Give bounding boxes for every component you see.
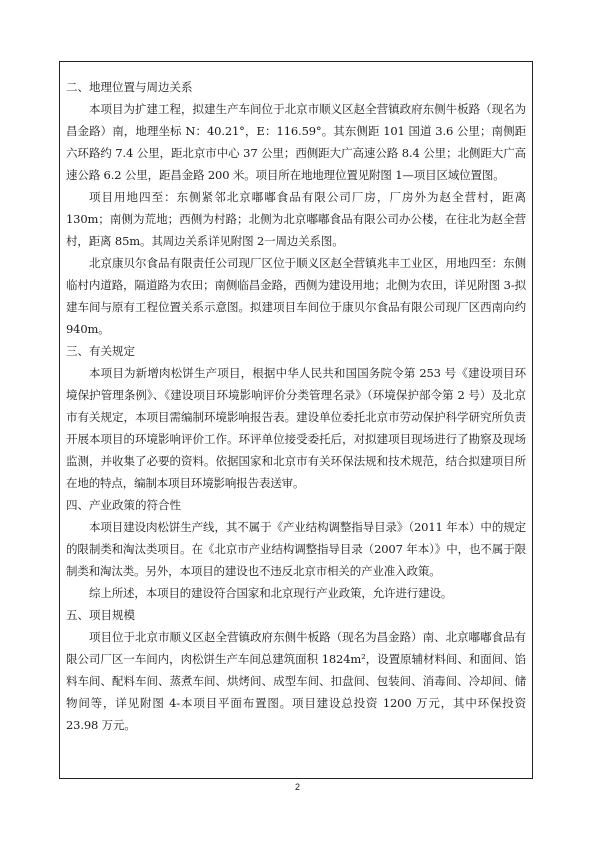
paragraph: 本项目建设肉松饼生产线，其不属于《产业结构调整指导目录》（2011 年本）中的规定的限制类和淘汰类项目。在《北京市产业结构调整指导目录（2007 年本）》中，也不属于限制类和淘汰类。另外，本项目的建设也不违反北京市相关的产业准入政策。 bbox=[66, 520, 526, 578]
paragraph: 本项目为扩建工程，拟建生产车间位于北京市顺义区赵全营镇政府东侧牛板路（现名为昌金路）南，地理坐标 N：40.21°，E：116.59°。其东侧距 101 国道 3.6 公里；南侧距六环路约 7.4 公里，距北京市中心 37 公里；西侧距大广高速公路 8.4 公里；北侧距大广高速公路 6.2 公里，距昌金路 200 米。项目所在地地理位置见附图 1—项目区域位置图。 bbox=[66, 102, 526, 182]
paragraph: 综上所述，本项目的建设符合国家和北京现行产业政策，允许进行建设。 bbox=[89, 586, 453, 600]
section-title-regulations: 三、有关规定 bbox=[66, 344, 135, 358]
content-frame bbox=[59, 61, 533, 779]
page-number: 2 bbox=[294, 782, 300, 792]
section-title-project-scale: 五、项目规模 bbox=[66, 608, 135, 622]
paragraph: 北京康贝尔食品有限责任公司现厂区位于顺义区赵全营镇兆丰工业区，用地四至：东侧临村内道路，隔道路为农田；南侧临昌金路，西侧为建设用地；北侧为农田，详见附图 3-拟建车间与原有工程位置关系示意图。拟建项目车间位于康贝尔食品有限公司现厂区西南向约 940m。 bbox=[66, 256, 526, 336]
paragraph: 本项目为新增肉松饼生产项目，根据中华人民共和国国务院令第 253 号《建设项目环境保护管理条例》、《建设项目环境影响评价分类管理名录》（环境保护部令第 2 号）及北京市有关规定，本项目需编制环境影响报告表。建设单位委托北京市劳动保护科学研究所负责开展本项目的环境影响评价工作。环评单位接受委托后，对拟建项目现场进行了勘察及现场监测，并收集了必要的资料。依据国家和北京市有关环保法规和技术规范，结合拟建项目所在地的特点，编制本项目环境影响报告表送审。 bbox=[66, 366, 526, 490]
paragraph: 项目用地四至：东侧紧邻北京嘟嘟食品有限公司厂房，厂房外为赵全营村，距离 130m；南侧为荒地；西侧为村路；北侧为北京嘟嘟食品有限公司办公楼，在往北为赵全营村，距离 85m。其周边关系详见附图 2一周边关系图。 bbox=[66, 190, 526, 248]
section-title-location: 二、地理位置与周边关系 bbox=[66, 80, 193, 94]
paragraph: 项目位于北京市顺义区赵全营镇政府东侧牛板路（现名为昌金路）南、北京嘟嘟食品有限公司厂区一车间内，肉松饼生产车间总建筑面积 1824m²，设置原辅材料间、和面间、馅料车间、配料车间、蒸煮车间、烘烤间、成型车间、扣盘间、包装间、消毒间、冷却间、储物间等，详见附图 4-本项目平面布置图。项目建设总投资 1200 万元，其中环保投资 23.98 万元。 bbox=[66, 630, 526, 732]
section-title-industrial-policy: 四、产业政策的符合性 bbox=[66, 498, 181, 512]
